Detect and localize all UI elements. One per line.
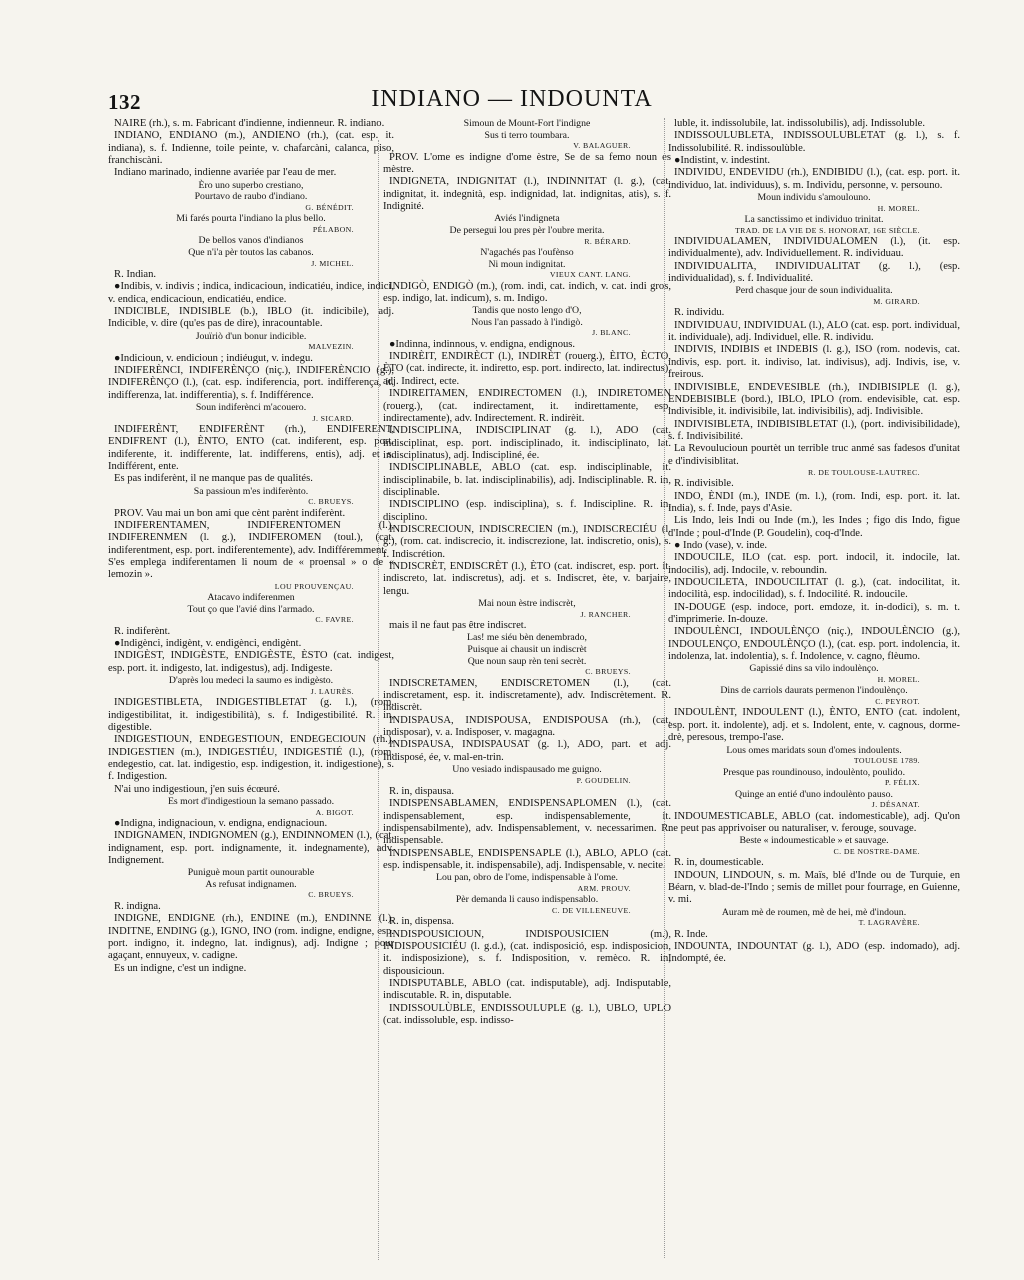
quote-author: TOULOUSE 1789. bbox=[853, 756, 920, 766]
dictionary-entry: INDICIBLE, INDISIBLE (b.), IBLO (it. indicibile), adj. Indicible, v. dire (qu'es pas de dire), inracountable. bbox=[108, 305, 394, 330]
dictionary-entry: PROV. L'ome es indigne d'ome èstre, Se de sa femo noun es mèstre. bbox=[383, 151, 671, 175]
dictionary-entry: INDIFERENTAMEN, INDIFERENTOMEN (l.), INDIFERENMEN (l. g.), INDIFEROMEN (toul.), (cat. indiferentment, esp. port. indiferentemente), adv. Indifféremment. bbox=[108, 520, 394, 556]
quote-author: P. FÉLIX. bbox=[884, 778, 920, 788]
dictionary-entry: R. indiferènt. bbox=[114, 625, 171, 637]
page-number: 132 bbox=[108, 90, 141, 114]
dictionary-entry: R. Indian. bbox=[114, 268, 157, 280]
dictionary-entry: INDO, ÈNDI (m.), INDE (m. l.), (rom. Indi, esp. port. it. lat. India), s. f. Inde, pays d'Asie. bbox=[668, 490, 960, 514]
quotation-line: De bellos vanos d'indianos bbox=[198, 235, 304, 247]
dictionary-entry: INDISCIPLINA, INDISCIPLINAT (g. l.), ADO (cat. indisciplinat, esp. port. indisciplinado, it. indisciplinato, lat. indisciplinatus), adj. Indiscipliné, ée. bbox=[383, 425, 671, 461]
dictionary-entry: R. indigna. bbox=[114, 900, 161, 912]
dictionary-entry: INDISCIPLINO (esp. indisciplina), s. f. Indiscipline. R. in, disciplino. bbox=[383, 499, 671, 523]
quotation-line: Ni moun indignitat. bbox=[488, 258, 566, 270]
quote-author: M. GIRARD. bbox=[873, 297, 920, 307]
quotation-line: Moun individu s'amoulouno. bbox=[757, 192, 871, 204]
running-head: INDIANO — INDOUNTA bbox=[371, 86, 653, 112]
quote-author: C. BRUEYS. bbox=[308, 890, 354, 900]
quotation-line: Sa passioun m'es indiferènto. bbox=[193, 485, 309, 497]
quotation-line: Soun indiferènci m'acouero. bbox=[195, 402, 307, 413]
column-left bbox=[108, 118, 394, 975]
dictionary-entry: INDIGESTIBLETA, INDIGESTIBLETAT (g. l.), (rom. indigestibilitat, it. indigestibilità), s. f. Indigestibilité. R. in, digestible. bbox=[108, 697, 394, 733]
dictionary-entry: INDOULÈNCI, INDOULÈNÇO (niç.), INDOULÈNCIO (g.), INDOULENÇO, ENDOULÈNÇO (l.), (cat. esp. port. indolencia, it. indolenza, lat. indolentia), s. f. Indolence, v. cagno, flèumo. bbox=[668, 626, 960, 663]
quote-author: A. BIGOT. bbox=[315, 807, 354, 817]
quote-author: J. BLANC. bbox=[592, 328, 631, 338]
dictionary-entry: INDIVIDUALITA, INDIVIDUALITAT (g. l.), (esp. individualidad), s. f. Individualité. bbox=[668, 260, 960, 285]
dictionary-entry: INDIVISIBLE, ENDEVESIBLE (rh.), INDIBISIPLE (l. g.), ENDEBISIBLE (bord.), IBLO, IPLO (rom. endevisible, cat. esp. indivisible, it. indivisibile, lat. indivisibilis), adj. Indivisible. bbox=[668, 381, 960, 418]
dictionary-entry: INDOULÈNT, INDOULENT (l.), ÈNTO, ENTO (cat. indolent, esp. port. it. indolente), adj. et s. Indolent, ente, v. cagnous, dorme-drè, peresous, trempo-l'ase. bbox=[668, 707, 960, 744]
dictionary-entry: INDISCIPLINABLE, ABLO (cat. esp. indisciplinable, it. indisciplinabile, b. lat. indisciplinabilis), adj. Indisciplinable. R. in, disciplinable. bbox=[383, 462, 671, 498]
quotation-line: Èro uno superbo crestiano, bbox=[198, 179, 304, 191]
dictionary-entry: INDIVIDUALAMEN, INDIVIDUALOMEN (l.), (it. esp. individualmente), adv. Individuellement. R. individuau. bbox=[668, 236, 960, 260]
quote-author: C. PEYROT. bbox=[875, 697, 920, 707]
dictionary-entry: INDIVISIBLETA, INDIBISIBLETAT (l.), (port. indivisibilidade), s. f. Indivisibilité. bbox=[668, 418, 960, 442]
dictionary-entry: R. in, doumesticable. bbox=[674, 857, 764, 869]
quotation-line: Pourtavo de raubo d'indiano. bbox=[194, 191, 308, 203]
quotation-line: Es mort d'indigestioun la semano passado. bbox=[167, 795, 335, 807]
quote-author: J. DÉSANAT. bbox=[871, 800, 920, 810]
dictionary-entry: R. in, dispausa. bbox=[389, 785, 455, 797]
dictionary-entry: R. indivisible. bbox=[674, 478, 734, 490]
dictionary-entry: N'ai uno indigestioun, j'en suis écœuré. bbox=[114, 783, 280, 795]
quote-author: H. MOREL. bbox=[877, 675, 920, 685]
dictionary-entry: La Revoulucioun pourtèt un terrible truc anmé sas fadesos d'unitat e d'indivisiblitat. bbox=[668, 443, 960, 467]
dictionary-entry: Es pas indiferènt, il ne manque pas de qualités. bbox=[114, 473, 313, 485]
quotation-line: Lou pan, obro de l'ome, indispensable à l'ome. bbox=[435, 872, 618, 884]
quote-author: J. LAURÈS. bbox=[310, 686, 354, 696]
dictionary-entry: ●Indigna, indignacioun, v. endigna, endignacioun. bbox=[114, 817, 328, 829]
dictionary-entry: INDIGESTIOUN, ENDEGESTIOUN, ENDEGECIOUN (rh.), INDIGESTIEN (m.), INDIGESTIÉU, INDIGESTIÉ (l.), (rom. endegestio, cat. lat. indigestio, esp. indigestion, it. indigestione), s. f. Indigestion. bbox=[108, 734, 394, 783]
quote-author: ARM. PROUV. bbox=[577, 883, 631, 893]
dictionary-entry: INDISCRÈT, ENDISCRÈT (l.), ÈTO (cat. indiscret, esp. port. it. indiscreto, lat. indiscretus), adj. et s. Indiscret, ète, v. barjaire, lengu. bbox=[383, 560, 671, 597]
quotation-line: Que n'i'a pèr toutos las cabanos. bbox=[188, 246, 314, 258]
quote-author: R. BÉRARD. bbox=[584, 236, 631, 246]
quotation-line: Atacavo indiferenmen bbox=[207, 592, 295, 604]
column-right bbox=[668, 118, 960, 966]
column-middle bbox=[383, 118, 671, 1027]
dictionary-entry: INDISPAUSA, INDISPOUSA, ENDISPOUSA (rh.), (cat. indisposar), v. a. Indisposer, v. magagna. bbox=[383, 714, 671, 738]
dictionary-entry: INDOUMESTICABLE, ABLO (cat. indomesticable), adj. Qu'on ne peut pas apprivoiser ou naturaliser, v. ferouge, souvage. bbox=[668, 810, 960, 834]
quotation-line: Presque pas roundinouso, indoulènto, poulido. bbox=[722, 766, 906, 778]
dictionary-entry: INDIGÒ, ENDIGÒ (m.), (rom. indi, cat. indich, v. cat. indi gros, esp. indigo, lat. indicum), s. m. Indigo. bbox=[383, 280, 671, 304]
dictionary-entry: INDIANO, ENDIANO (m.), ANDIENO (rh.), (cat. esp. it. indiana), s. f. Indienne, toile peinte, v. chafarcàni, calanca, piso, franchiscàni. bbox=[108, 130, 394, 167]
quote-author: J. SICARD. bbox=[312, 413, 354, 423]
dictionary-entry: INDISPENSABLAMEN, ENDISPENSAPLOMEN (l.), (cat. indispensablement, esp. indispensablemente, it. indispensabilmente), adv. Indispensablement, v. necessarimen. R. indispensable. bbox=[383, 798, 671, 847]
dictionary-entry: S'es emplega indiferentamen li noum de « proensal » o de « lemozin ». bbox=[108, 557, 394, 581]
quotation-line: Mi farés pourta l'indiano la plus bello. bbox=[176, 213, 326, 225]
dictionary-entry: ●Indinna, indinnous, v. endigna, endignous. bbox=[389, 338, 576, 350]
quotation-line: Gapissié dins sa vilo indoulènço. bbox=[749, 663, 879, 675]
dictionary-entry: R. in, dispensa. bbox=[389, 916, 455, 928]
quotation-line: Uno vesiado indispausado me guigno. bbox=[452, 763, 602, 775]
dictionary-entry: INDOUCILE, ILO (cat. esp. port. indocil, it. indocile, lat. indocilis), adj. Indocile, v. reboundin. bbox=[668, 552, 960, 576]
dictionary-entry: INDIGNE, ENDIGNE (rh.), ENDINE (m.), ENDINNE (l.), INDITNE, ENDING (g.), IGNO, INO (rom. indigne, endigne, esp. port. indigno, it. indegno, lat. indignus), adj. Indigne ; pour agaçant, ennuyeux, v. cadigne. bbox=[108, 913, 394, 962]
quote-author: VIEUX CANT. LANG. bbox=[549, 270, 631, 280]
column-divider-right bbox=[664, 118, 665, 1258]
quote-author: TRAD. DE LA VIE DE S. HONORAT, 16E SIÈCLE. bbox=[734, 225, 920, 235]
dictionary-entry: INDOUN, LINDOUN, s. m. Maïs, blé d'Inde ou de Turquie, en Béarn, v. blad-de-l'Indo ; semis de millet pour fourrage, en Guienne, v. mi. bbox=[668, 869, 960, 906]
quotation-line: N'agachés pas l'oufènso bbox=[480, 246, 574, 258]
quote-author: PÉLABON. bbox=[312, 224, 354, 234]
dictionary-entry: INDIFERÈNT, ENDIFERÈNT (rh.), ENDIFERENT, ENDIFRENT (l.), ÈNTO, ENTO (cat. indiferent, esp. port. indiferente, it. indifferente, lat. indifferens, entis), adj. et s. Indifférent, ente. bbox=[108, 424, 394, 473]
dictionary-entry: INDIREITAMEN, ENDIRECTOMEN (l.), INDIRETOMEN (rouerg.), (cat. indirectament, it. indirettamente, esp. indirectamente), adv. Indirectement. R. indirèit. bbox=[383, 388, 671, 424]
quotation-line: Simoun de Mount-Fort l'indigne bbox=[463, 118, 591, 129]
quotation-line: Sus ti terro toumbara. bbox=[484, 129, 570, 141]
dictionary-entry: ●Indicioun, v. endicioun ; indiéugut, v. indegu. bbox=[114, 352, 313, 364]
dictionary-entry: INDIVIS, INDIBIS et INDEBIS (l. g.), ISO (rom. nodevis, cat. indivis, esp. port. it. indiviso, lat. indivisus), adj. Indivis, ise, v. freirous. bbox=[668, 344, 960, 381]
quote-author: C. BRUEYS. bbox=[585, 667, 631, 677]
quotation-line: Que noun saup rèn teni secrèt. bbox=[467, 655, 587, 667]
dictionary-entry: INDISPENSABLE, ENDISPENSAPLE (l.), ABLO, APLO (cat. esp. indispensable, it. indispensabile), adj. Indispensable, v. necite. bbox=[383, 847, 671, 871]
quote-author: J. RANCHER. bbox=[580, 609, 631, 619]
dictionary-entry: ●Indistint, v. indestint. bbox=[674, 155, 771, 167]
dictionary-entry: NAIRE (rh.), s. m. Fabricant d'indienne, indienneur. R. indiano. bbox=[114, 118, 385, 129]
quotation-line: Aviés l'indigneta bbox=[494, 213, 560, 225]
dictionary-entry: luble, it. indissolubile, lat. indissolubilis), adj. Indissoluble. bbox=[674, 118, 926, 129]
dictionary-entry: INDISPUTABLE, ABLO (cat. indisputable), adj. Indisputable, indiscutable. R. in, disputable. bbox=[383, 978, 671, 1002]
dictionary-entry: R. individu. bbox=[674, 307, 725, 319]
column-divider-left bbox=[378, 140, 379, 1260]
quotation-line: D'après lou medeci la saumo es indigèsto. bbox=[168, 675, 334, 687]
quote-author: J. MICHEL. bbox=[311, 258, 354, 268]
dictionary-entry: INDOUNTA, INDOUNTAT (g. l.), ADO (esp. indomado), adj. Indompté, ée. bbox=[668, 940, 960, 965]
dictionary-entry: Es un indigne, c'est un indigne. bbox=[114, 962, 247, 974]
quotation-line: Quinge an entié d'uno indoulènto pauso. bbox=[735, 788, 893, 800]
quote-author: C. FAVRE. bbox=[315, 615, 354, 625]
dictionary-entry: mais il ne faut pas être indiscret. bbox=[389, 620, 527, 631]
dictionary-entry: PROV. Vau mai un bon ami que cènt parènt indiferènt. bbox=[114, 507, 346, 519]
dictionary-entry: Indiano marinado, indienne avariée par l'eau de mer. bbox=[114, 167, 337, 179]
quote-author: C. DE NOSTRE-DAME. bbox=[833, 846, 920, 856]
quote-author: LOU PROUVENÇAU. bbox=[274, 581, 354, 591]
dictionary-entry: INDISSOULÙBLE, ENDISSOULUPLE (g. l.), UBLO, UPLO (cat. indissoluble, esp. indisso- bbox=[383, 1002, 671, 1027]
dictionary-entry: Lis Indo, leis Indi ou Inde (m.), les Indes ; figo dis Indo, figue d'Inde ; poul-d'Inde (P. Goudelin), coq-d'Inde. bbox=[668, 515, 960, 539]
dictionary-entry: INDIVIDU, ENDEVIDU (rh.), ENDIBIDU (l.), (cat. esp. port. it. individuo, lat. individuus), s. m. Individu, personne, v. persouno. bbox=[668, 167, 960, 191]
dictionary-entry: INDIGNAMEN, INDIGNOMEN (g.), ENDINNOMEN (l.), (cat. indignament, esp. port. indignamente, it. indegnamente), adv. Indignement. bbox=[108, 830, 394, 866]
dictionary-entry: ●Indigènci, indigènt, v. endigènci, endigènt. bbox=[114, 638, 302, 650]
quote-author: T. LAGRAVÈRE. bbox=[858, 918, 920, 928]
quotation-line: Perd chasque jour de soun individualita. bbox=[735, 285, 893, 297]
quotation-line: Nous l'an passado à l'indigò. bbox=[471, 316, 583, 328]
dictionary-entry: INDIGÈST, INDIGÈSTE, ENDIGÈSTE, ÈSTO (cat. indigest, esp. port. it. indigesto, lat. indigestus), adj. Indigeste. bbox=[108, 650, 394, 674]
dictionary-entry: INDISSOULUBLETA, INDISSOULUBLETAT (g. l.), s. f. Indissolubilité. R. indissoulùble. bbox=[668, 130, 960, 154]
quotation-line: Mai noun èstre indiscrèt, bbox=[478, 598, 576, 609]
quotation-line: De persegui lou pres pèr l'oubre merita. bbox=[449, 224, 605, 236]
quotation-line: Puisque ai chausit un indiscrèt bbox=[467, 643, 587, 655]
dictionary-entry: ● Indo (vase), v. inde. bbox=[674, 540, 768, 552]
dictionary-entry: R. Inde. bbox=[674, 928, 708, 940]
quotation-line: Puniguè moun partit ounourable bbox=[187, 867, 315, 879]
quotation-line: Tout ço que l'avié dins l'armado. bbox=[187, 603, 315, 615]
quotation-line: As refusat indignamen. bbox=[205, 878, 297, 890]
quotation-line: Jouïriò d'un bonur indicible. bbox=[195, 330, 307, 342]
quote-author: V. BALAGUER. bbox=[573, 141, 631, 151]
quotation-line: Pèr demanda li causo indispensablo. bbox=[455, 894, 599, 906]
quote-author: C. BRUEYS. bbox=[308, 497, 354, 507]
quotation-line: Auram mè de roumen, mè de hei, mè d'indoun. bbox=[721, 906, 907, 918]
quotation-line: Beste « indoumesticable » et sauvage. bbox=[739, 835, 889, 847]
quote-author: C. DE VILLENEUVE. bbox=[552, 905, 631, 915]
quote-author: MALVEZIN. bbox=[308, 342, 354, 352]
quotation-line: Tandis que nosto lengo d'O, bbox=[472, 305, 582, 317]
dictionary-entry: INDIRÈIT, ENDIRÈCT (l.), INDIRÈT (rouerg.), ÈITO, ÈCTO, ÈTO (cat. indirecte, it. indiretto, esp. port. indirecto, lat. indirectus), adj. Indirect, ecte. bbox=[383, 351, 671, 387]
quote-author: R. DE TOULOUSE-LAUTREC. bbox=[807, 467, 920, 477]
dictionary-entry: INDISCRETAMEN, ENDISCRETOMEN (l.), (cat. indiscretament, esp. it. indiscretamente), adv. Indiscrètement. R. indiscrèt. bbox=[383, 677, 671, 714]
quote-author: P. GOUDELIN. bbox=[576, 775, 631, 785]
dictionary-entry: INDISPOUSICIOUN, INDISPOUSICIEN (m.), INDISPOUSICIÉU (l. g.d.), (cat. indisposició, esp. indisposicion, it. indisposizione), s. f. Indisposition, v. remèco. R. in, dispousicioun. bbox=[383, 928, 671, 977]
dictionary-entry: INDISCRECIOUN, INDISCRECIEN (m.), INDISCRECIÉU (l. g.), (rom. cat. indiscrecio, it. indiscrezione, lat. indiscretio, onis), s. f. Indiscrétion. bbox=[383, 523, 671, 560]
dictionary-entry: IN-DOUGE (esp. indoce, port. emdoze, it. in-dodici), s. m. t. d'imprimerie. In-douze. bbox=[668, 601, 960, 626]
quotation-line: La sanctissimo et individuo trinitat. bbox=[744, 214, 884, 226]
quotation-line: Las! me siéu bèn denembrado, bbox=[467, 632, 587, 644]
dictionary-entry: INDISPAUSA, INDISPAUSAT (g. l.), ADO, part. et adj. Indisposé, ée, v. mal-en-trin. bbox=[383, 739, 671, 763]
quote-author: H. MOREL. bbox=[877, 203, 920, 213]
dictionary-entry: INDIVIDUAU, INDIVIDUAL (l.), ALO (cat. esp. port. individual, it. individuale), adj. Individuel, elle. R. individu. bbox=[668, 319, 960, 344]
quotation-line: Lous omes maridats soun d'omes indoulents. bbox=[726, 744, 902, 756]
quote-author: G. BÉNÉDIT. bbox=[305, 202, 354, 212]
dictionary-entry: INDOUCILETA, INDOUCILITAT (l. g.), (cat. indocilitat, it. indocilità, esp. indocilidad), s. f. Indocilité. R. indoucile. bbox=[668, 577, 960, 601]
dictionary-entry: INDIFERÈNCI, INDIFERÈNÇO (niç.), INDIFERÈNCIO (g.), INDIFERÈNÇO (l.), (cat. esp. indiferencia, port. indifferença, it. indifferenza, lat. indifferentia), s. f. Indifférence. bbox=[108, 364, 394, 401]
dictionary-entry: ●Indibis, v. indivis ; indica, indicacioun, indicatiéu, indice, indici, v. endica, endicacioun, endicatiéu, endice. bbox=[108, 281, 394, 305]
dictionary-entry: INDIGNETA, INDIGNITAT (l.), INDINNITAT (l. g.), (cat. indignitat, it. indegnità, esp. indignidad, lat. indignitas, atis), s. f. Indignité. bbox=[383, 176, 671, 212]
quotation-line: Dins de carriols daurats permenon l'indoulènço. bbox=[720, 685, 908, 697]
